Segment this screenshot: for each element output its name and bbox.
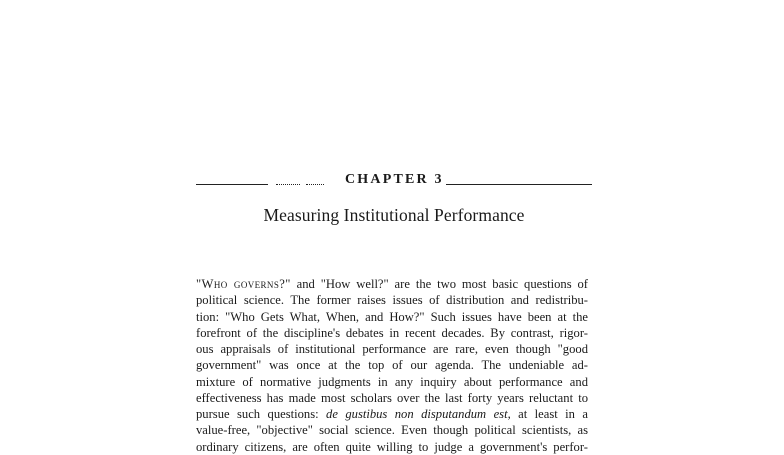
text-line: forefront of the discipline's debates in recent decades. By contrast, rigor-	[196, 325, 588, 340]
text-line: effectiveness has made most scholars over the last forty years reluctant to	[196, 390, 588, 405]
text-line: political science. The former raises issues of distribution and redistribu-	[196, 293, 588, 308]
body-paragraph	[196, 276, 588, 455]
heading-rule-left	[196, 184, 268, 185]
text-line: tion: "Who Gets What, When, and How?" Such issues have been at the	[196, 309, 588, 324]
small-caps-lead: "Who governs?"	[196, 277, 291, 291]
text-line	[196, 406, 588, 422]
text-line: government" was once at the top of our agenda. The undeniable ad-	[196, 358, 588, 373]
text-line: mixture of normative judgments in any inquiry about performance and	[196, 374, 588, 389]
text-line: ordinary citizens, are often quite willing to judge a government's perfor-	[196, 439, 588, 454]
text-line: ous appraisals of institutional performance are rare, even though "good	[196, 342, 588, 356]
chapter-label: CHAPTER 3	[345, 172, 444, 187]
text-segment: pursue such questions:	[196, 407, 327, 421]
text-line	[196, 276, 588, 292]
heading-rule-right	[446, 184, 592, 185]
chapter-heading	[196, 172, 592, 188]
heading-rule-left-dotted	[276, 184, 300, 185]
text-line-rest: and "How well?" are the two most basic questions of	[290, 277, 588, 291]
heading-rule-left-dotted-short	[306, 184, 324, 185]
italic-phrase: de gustibus non disputandum est,	[326, 407, 511, 421]
text-line: value-free, "objective" social science. Even though political scientists, as	[196, 423, 588, 438]
chapter-title: Measuring Institutional Performance	[263, 205, 525, 225]
text-segment: at least in a	[510, 407, 588, 421]
